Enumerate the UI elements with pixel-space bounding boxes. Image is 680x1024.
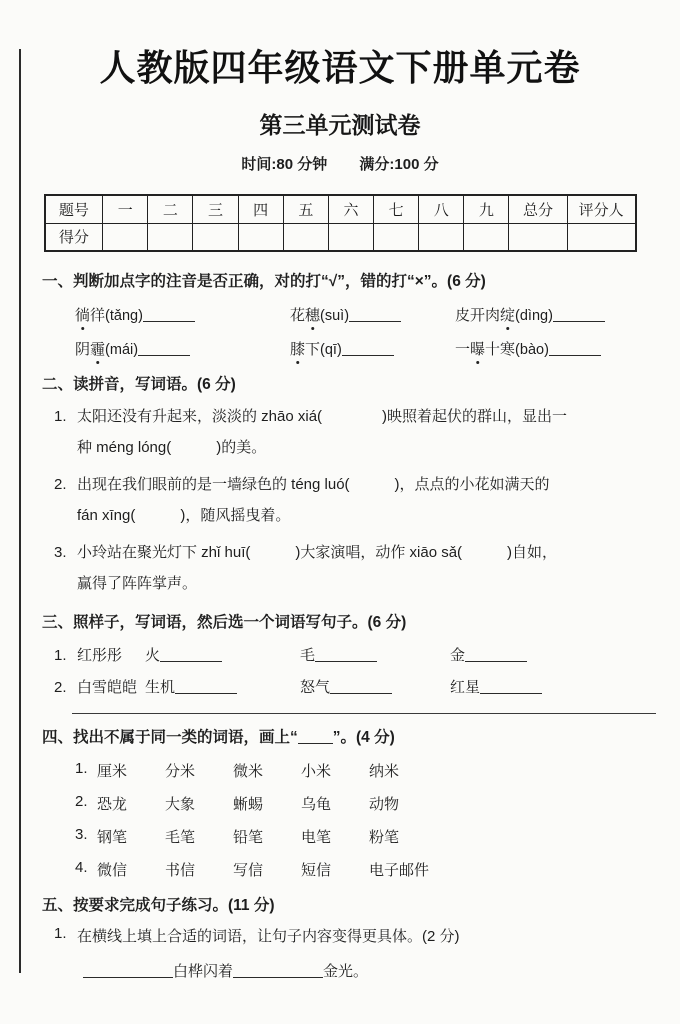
answer-blank: [330, 681, 392, 694]
dotted-char: 穗: [305, 304, 320, 325]
section-1-items: [42, 304, 654, 359]
score-cell: [464, 223, 509, 251]
sentence-fill-line: [42, 960, 654, 981]
pinyin-label: (dìng): [515, 308, 553, 324]
heading-inline-blank: [298, 731, 333, 744]
pinyin-judge-item: 膝下(qī): [290, 338, 455, 359]
item-number: 1.: [75, 760, 88, 777]
dotted-char: 徜: [75, 304, 90, 325]
word-option: 厘米: [97, 763, 128, 780]
word-pattern-row: [42, 676, 654, 697]
dotted-char: 曝: [470, 338, 485, 359]
answer-blank: [480, 681, 542, 694]
word-option: 书信: [165, 862, 196, 879]
answer-blank: [233, 965, 323, 978]
item-number: 2.: [54, 476, 67, 493]
item-text-line: fán xīng( )，随风摇曳着。: [77, 507, 291, 524]
section-3-heading: 三、照样子，写词语，然后选一个词语写句子。(6 分): [42, 614, 407, 631]
word-option: 纳米: [369, 763, 400, 780]
section-4-heading: 四、找出不属于同一类的词语，画上“ ”。(4 分): [42, 729, 395, 746]
header-cell: 四: [238, 195, 283, 223]
pinyin-judge-item: 皮开肉绽(dìng): [455, 304, 654, 325]
header-cell: 三: [193, 195, 238, 223]
answer-blank: [349, 309, 401, 322]
section-4: [42, 728, 654, 880]
word-option: 写信: [233, 862, 264, 879]
word-option: 动物: [369, 796, 400, 813]
header-cell: 总分: [509, 195, 567, 223]
word-option: 大象: [165, 796, 196, 813]
score-cell: [193, 223, 238, 251]
pinyin-label: (tǎng): [105, 308, 143, 324]
section-5: [42, 896, 654, 981]
dotted-char: 霾: [90, 338, 105, 359]
pinyin-judge-item: 阴霾(mái): [75, 338, 290, 359]
score-row-label: 得分: [45, 223, 103, 251]
fill-text: 白桦闪着: [173, 963, 234, 980]
header-cell: 六: [328, 195, 373, 223]
word-option: 粉笔: [369, 829, 400, 846]
item-number: 3.: [54, 544, 67, 561]
score-table-score-row: [45, 223, 636, 251]
score-table-header-row: [45, 195, 636, 223]
header-cell: 七: [374, 195, 419, 223]
page-title: 人教版四年级语文下册单元卷: [99, 47, 581, 88]
fill-prefix: 怒气: [300, 679, 331, 696]
score-cell: [148, 223, 193, 251]
fill-prefix: 红星: [450, 679, 481, 696]
section-3: [42, 613, 654, 697]
item-number: 1.: [54, 647, 67, 664]
odd-one-out-row: [42, 760, 654, 781]
score-cell: [283, 223, 328, 251]
item-text-line: 出现在我们眼前的是一墙绿色的 téng luó( )，点点的小花如满天的: [77, 476, 550, 493]
fill-word-item: [42, 469, 654, 531]
pinyin-label: (bào): [515, 342, 549, 358]
pinyin-judge-item: 一曝十寒(bào): [455, 338, 654, 359]
answer-blank: [175, 681, 237, 694]
section-divider: [72, 713, 656, 714]
score-cell: [328, 223, 373, 251]
example-word: 红彤彤: [77, 647, 123, 664]
pinyin-judge-item: 花穗(suì): [290, 304, 455, 325]
word-option: 微信: [97, 862, 128, 879]
odd-one-out-row: [42, 793, 654, 814]
answer-blank: [83, 965, 173, 978]
item-text-line: 种 méng lóng( )的美。: [77, 439, 267, 456]
pinyin-label: (mái): [105, 342, 139, 358]
section-1-heading: 一、判断加点字的注音是否正确，对的打“√”，错的打“×”。(6 分): [42, 273, 486, 290]
word-option: 短信: [301, 862, 332, 879]
header-cell: 八: [419, 195, 464, 223]
word-option: 分米: [165, 763, 196, 780]
score-cell: [103, 223, 148, 251]
header-cell: 题号: [45, 195, 103, 223]
answer-blank: [315, 649, 377, 662]
section-5-heading: 五、按要求完成句子练习。(11 分): [42, 897, 275, 914]
dotted-char: 膝: [290, 338, 305, 359]
answer-blank: [160, 649, 222, 662]
score-cell: [374, 223, 419, 251]
header-cell: 二: [148, 195, 193, 223]
fill-prefix: 金: [450, 647, 466, 664]
exam-time: 时间:80 分钟: [241, 156, 328, 173]
fill-word-item: [42, 537, 654, 599]
item-text-line: 小玲站在聚光灯下 zhǐ huī( )大家演唱，动作 xiāo sǎ( )自如，: [77, 544, 558, 561]
word-pattern-row: [42, 644, 654, 665]
dotted-char: 绽: [500, 304, 515, 325]
item-text-line: 太阳还没有升起来，淡淡的 zhāo xiá( )映照着起伏的群山，显出一: [77, 408, 568, 425]
pinyin-label: (qī): [320, 342, 342, 358]
header-cell: 九: [464, 195, 509, 223]
section-2-heading: 二、读拼音，写词语。(6 分): [42, 376, 236, 393]
score-table: [44, 194, 637, 252]
header-cell: 评分人: [567, 195, 635, 223]
fill-prefix: 毛: [300, 647, 316, 664]
item-text-line: 赢得了阵阵掌声。: [77, 575, 198, 592]
answer-blank: [465, 649, 527, 662]
odd-one-out-row: [42, 859, 654, 880]
score-cell: [567, 223, 635, 251]
unit-subtitle: 第三单元测试卷: [259, 112, 421, 138]
sentence-exercise-item: [42, 925, 654, 946]
scan-edge-artifact: [19, 49, 21, 973]
item-number: 1.: [54, 925, 67, 942]
section-2: [42, 375, 654, 599]
answer-blank: [549, 343, 601, 356]
header-cell: 一: [103, 195, 148, 223]
score-cell: [238, 223, 283, 251]
item-number: 1.: [54, 408, 67, 425]
word-option: 电笔: [301, 829, 332, 846]
item-number: 3.: [75, 826, 88, 843]
fill-prefix: 火: [145, 647, 161, 664]
item-number: 2.: [54, 679, 67, 696]
exam-info: [0, 153, 680, 174]
answer-blank: [143, 309, 195, 322]
word-option: 铅笔: [233, 829, 264, 846]
pinyin-judge-item: 徜徉(tǎng): [75, 304, 290, 325]
item-number: 4.: [75, 859, 88, 876]
section-1: [42, 272, 654, 359]
header-cell: 五: [283, 195, 328, 223]
pinyin-label: (suì): [320, 308, 350, 324]
word-option: 电子邮件: [369, 862, 430, 879]
word-option: 蜥蜴: [233, 796, 264, 813]
word-option: 微米: [233, 763, 264, 780]
word-option: 乌龟: [301, 796, 332, 813]
exam-full-score: 满分:100 分: [359, 156, 439, 173]
answer-blank: [553, 309, 605, 322]
odd-one-out-row: [42, 826, 654, 847]
score-cell: [509, 223, 567, 251]
fill-text: 金光。: [323, 963, 369, 980]
fill-prefix: 生机: [145, 679, 176, 696]
item-text: 在横线上填上合适的词语，让句子内容变得更具体。(2 分): [77, 928, 460, 945]
word-option: 钢笔: [97, 829, 128, 846]
fill-word-item: [42, 401, 654, 463]
word-option: 小米: [301, 763, 332, 780]
example-word: 白雪皑皑: [77, 679, 138, 696]
answer-blank: [138, 343, 190, 356]
item-number: 2.: [75, 793, 88, 810]
word-option: 恐龙: [97, 796, 128, 813]
word-option: 毛笔: [165, 829, 196, 846]
score-cell: [419, 223, 464, 251]
answer-blank: [342, 343, 394, 356]
